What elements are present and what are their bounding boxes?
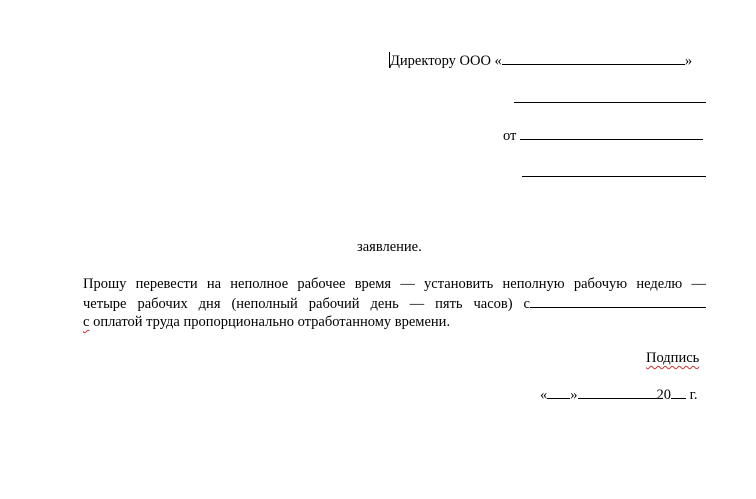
date-open-quote: « [540, 387, 548, 403]
director-prefix: Директору ООО « [390, 53, 502, 69]
date-year-prefix: 20 [656, 387, 671, 403]
date-month-field[interactable] [578, 386, 657, 399]
date-day-field[interactable] [547, 386, 570, 399]
body-line-2 [83, 294, 706, 314]
date-year-suffix: г. [689, 387, 698, 403]
body-line-3-first-char: с [83, 314, 90, 330]
body-line-3-rest: оплатой труда пропорционально отработанному времени. [89, 314, 451, 330]
signature-label [646, 349, 699, 367]
employee-name-field[interactable] [520, 127, 703, 140]
date-close-quote: » [570, 387, 578, 403]
start-date-field[interactable] [530, 295, 706, 308]
body-line-3 [83, 313, 450, 331]
signature-text: Подпись [646, 350, 700, 366]
addressee-line [390, 52, 692, 70]
date-line [540, 386, 698, 404]
from-line [503, 127, 703, 145]
employee-extra-field[interactable] [522, 164, 706, 177]
company-name-field[interactable] [502, 52, 685, 65]
body-paragraph [83, 274, 706, 314]
body-line-2-text: четыре рабочих дня (неполный рабочий день — пять часов) с [83, 296, 530, 312]
employee-extra-line [522, 164, 706, 182]
document-title: заявление. [357, 239, 422, 255]
date-year-field[interactable] [671, 386, 686, 399]
position-field[interactable] [514, 90, 706, 103]
body-line-1: Прошу перевести на неполное рабочее время — установить неполную рабочую неделю — [83, 276, 706, 292]
from-label: от [503, 128, 517, 144]
director-suffix: » [684, 53, 693, 69]
position-line [514, 90, 706, 108]
